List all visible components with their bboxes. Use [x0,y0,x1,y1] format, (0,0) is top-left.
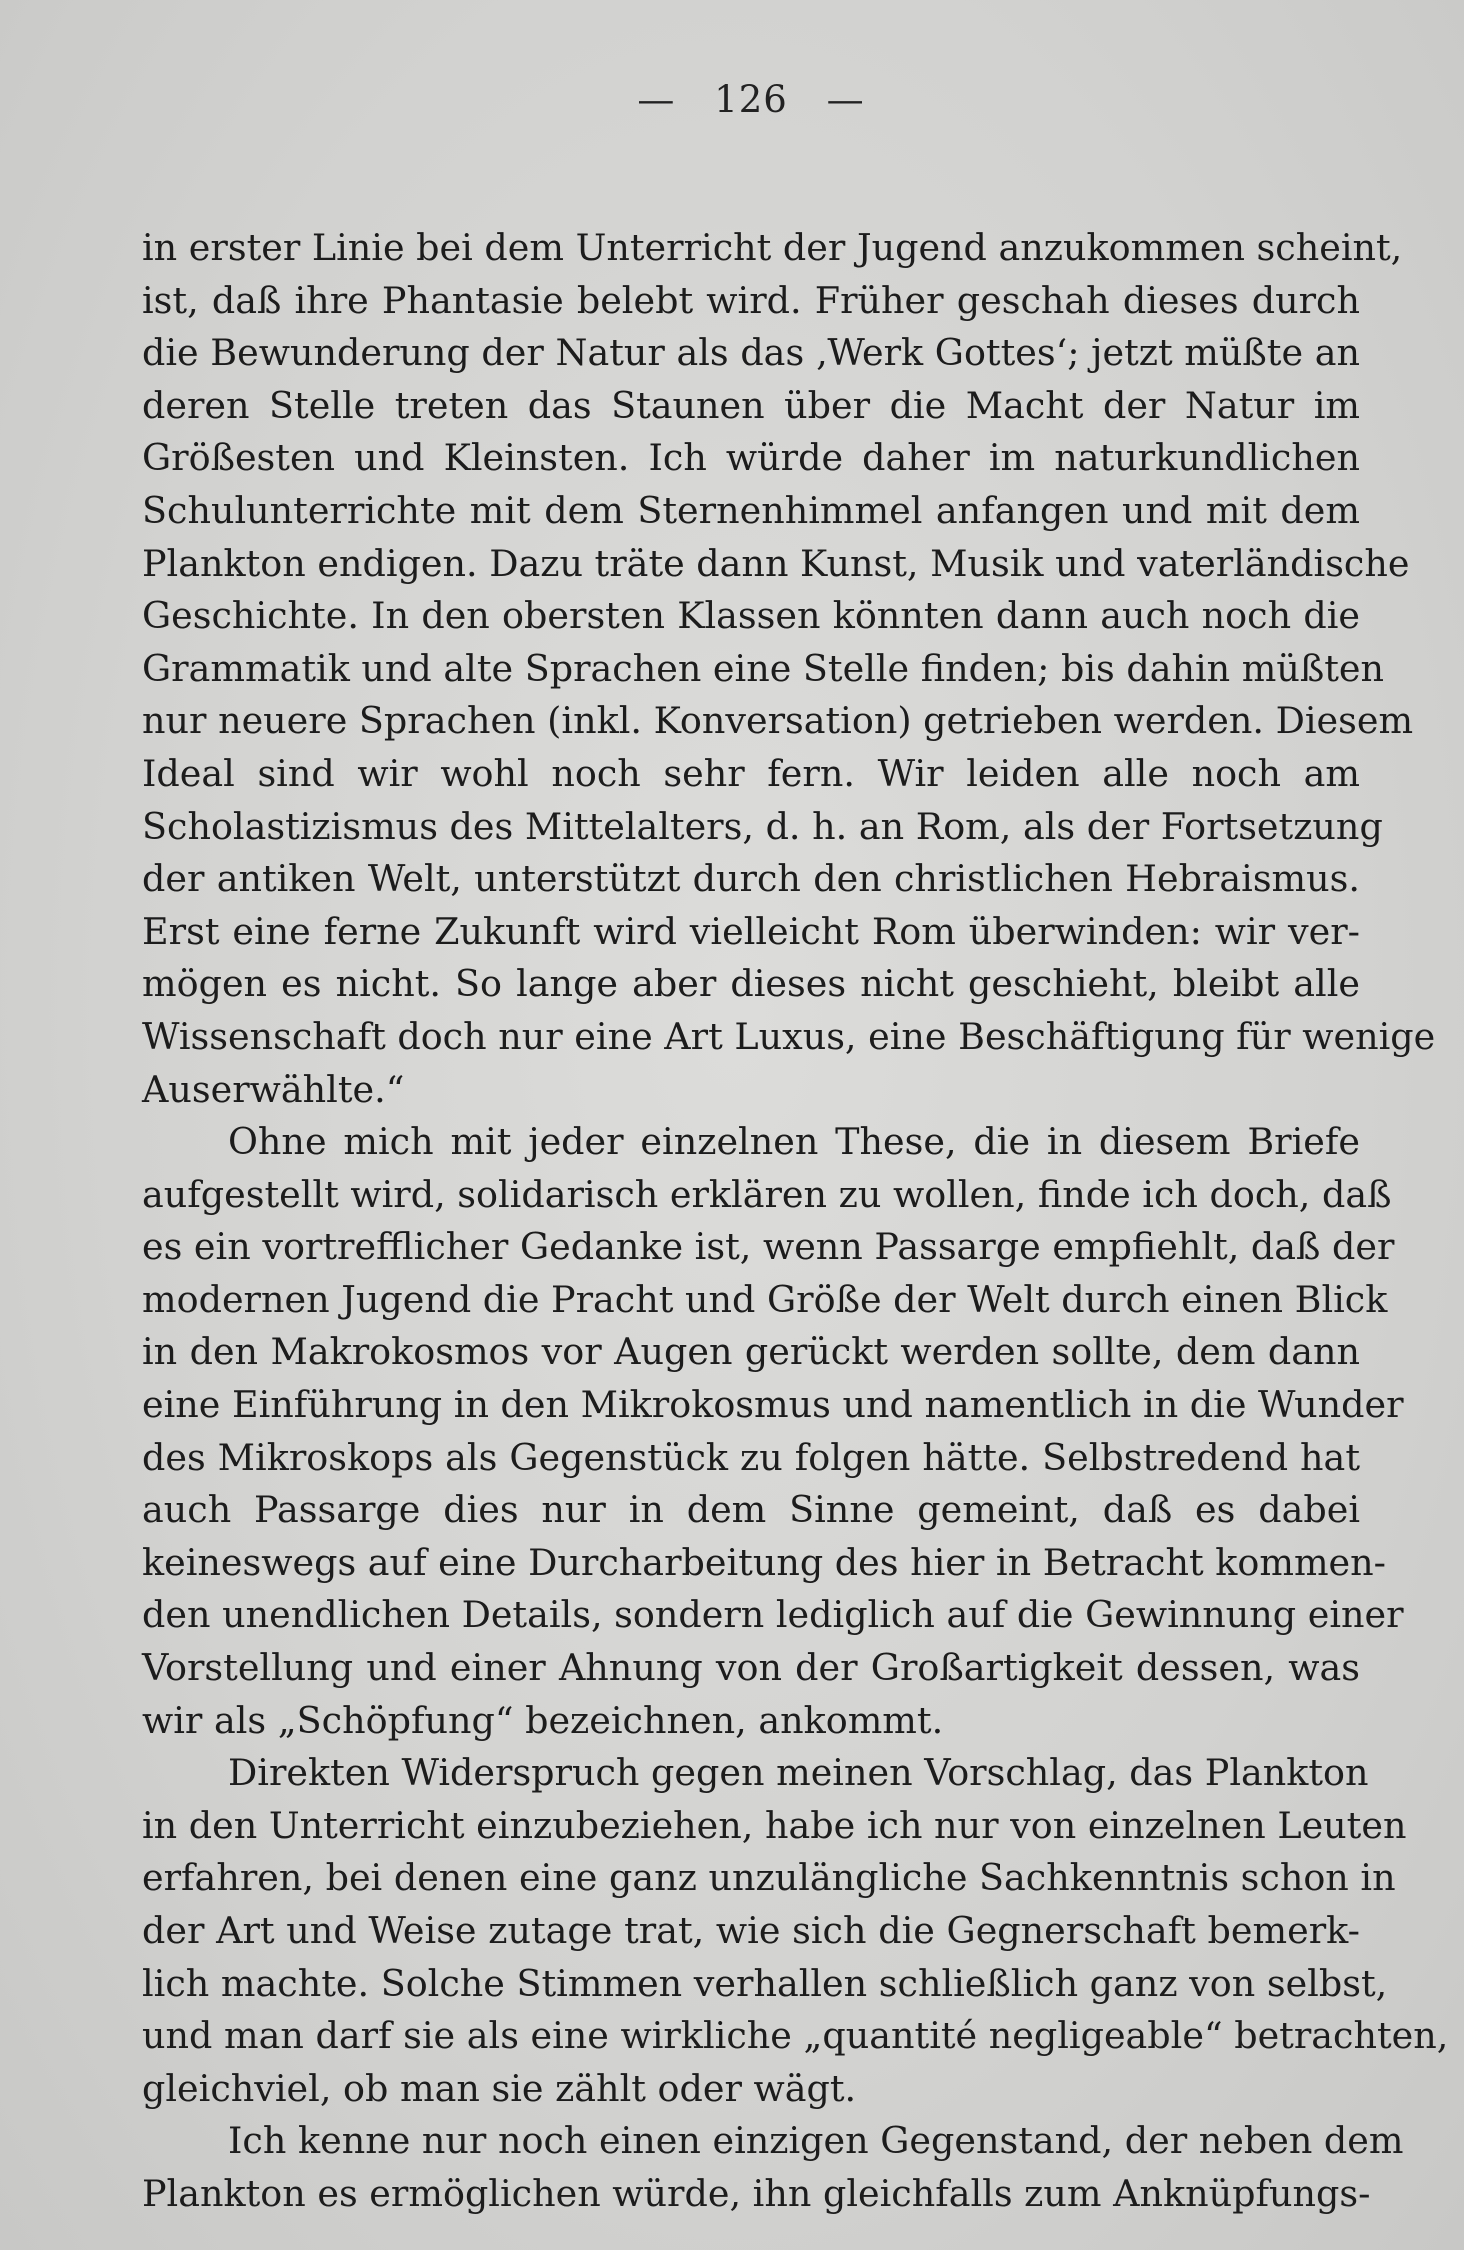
text-line: es ein vortrefflicher Gedanke ist, wenn Passarge empfiehlt, daß der [142,1225,1395,1269]
text-line: Auserwählte.“ [142,1067,405,1111]
book-page [142,60,1449,2215]
text-line: lich machte. Solche Stimmen verhallen schließlich ganz von selbst, [142,1961,1388,2005]
text-line: Direkten Widerspruch gegen meinen Vorschlag, das Plankton [228,1751,1369,1795]
text-line: erfahren, bei denen eine ganz unzulängliche Sachkenntnis schon in [142,1856,1396,1900]
text-line: wir als „Schöpfung“ bezeichnen, ankommt. [142,1698,944,1742]
text-line: deren Stelle treten das Staunen über die Macht der Natur im [142,383,1360,427]
paragraph [142,1116,1404,1747]
text-line: die Bewunderung der Natur als das ‚Werk Gottes‘; jetzt müßte an [142,331,1360,375]
text-line: der Art und Weise zutage trat, wie sich die Gegnerschaft bemerk- [142,1909,1360,1952]
paragraph [142,222,1436,1116]
text-line: Erst eine ferne Zukunft wird vielleicht Rom überwinden: wir ver- [142,909,1360,953]
text-line: Geschichte. In den obersten Klassen könnten dann auch noch die [142,594,1360,638]
page-number-dash-left: — [637,78,676,121]
text-line: Ohne mich mit jeder einzelnen These, die in diesem Briefe [228,1120,1360,1164]
text-line: Ich kenne nur noch einen einzigen Gegenstand, der neben dem [228,2119,1404,2163]
text-line: Ideal sind wir wohl noch sehr fern. Wir leiden alle noch am [142,751,1360,795]
text-line: Grammatik und alte Sprachen eine Stelle finden; bis dahin müßten [142,646,1385,690]
text-line: modernen Jugend die Pracht und Größe der Welt durch einen Blick [142,1277,1388,1321]
text-line: keineswegs auf eine Durcharbeitung des hier in Betracht kommen- [142,1540,1386,1584]
text-line: in erster Linie bei dem Unterricht der Jugend anzukommen scheint, [142,226,1403,269]
text-line: Plankton endigen. Dazu träte dann Kunst, Musik und vaterländische [142,541,1410,585]
text-line: in den Unterricht einzubeziehen, habe ich nur von einzelnen Leuten [142,1803,1407,1847]
text-line: der antiken Welt, unterstützt durch den christlichen Hebraismus. [142,857,1360,901]
text-line: und man darf sie als eine wirkliche „quantité negligeable“ betrachten, [142,2014,1449,2058]
page-number-dash-right: — [826,78,865,121]
text-line: des Mikroskops als Gegenstück zu folgen hätte. Selbstredend hat [142,1435,1360,1479]
text-line: Plankton es ermöglichen würde, ihn gleichfalls zum Anknüpfungs- [142,2171,1371,2215]
text-line: auch Passarge dies nur in dem Sinne gemeint, daß es dabei [142,1488,1360,1532]
text-line: Vorstellung und einer Ahnung von der Großartigkeit dessen, was [142,1646,1360,1690]
text-line: aufgestellt wird, solidarisch erklären zu wollen, finde ich doch, daß [142,1172,1392,1216]
text-line: ist, daß ihre Phantasie belebt wird. Früher geschah dieses durch [142,278,1360,322]
page-number: 126 [714,78,788,121]
text-line: Scholastizismus des Mittelalters, d. h. an Rom, als der Fortsetzung [142,804,1383,848]
paragraph [142,1747,1449,2115]
text-line: eine Einführung in den Mikrokosmus und namentlich in die Wunder [142,1383,1404,1427]
text-line: Schulunterrichte mit dem Sternenhimmel anfangen und mit dem [142,488,1360,532]
page-number-header [142,60,1360,140]
text-line: mögen es nicht. So lange aber dieses nicht geschieht, bleibt alle [142,962,1360,1006]
text-line: den unendlichen Details, sondern lediglich auf die Gewinnung einer [142,1593,1404,1637]
text-line: gleichviel, ob man sie zählt oder wägt. [142,2066,857,2110]
text-line: Größesten und Kleinsten. Ich würde daher im naturkundlichen [142,436,1360,480]
body-text [142,222,1449,2221]
text-line: nur neuere Sprachen (inkl. Konversation) getrieben werden. Diesem [142,699,1414,743]
text-line: Wissenschaft doch nur eine Art Luxus, eine Beschäftigung für wenige [142,1014,1436,1058]
paragraph [142,2115,1404,2220]
text-line: in den Makrokosmos vor Augen gerückt werden sollte, dem dann [142,1330,1360,1374]
